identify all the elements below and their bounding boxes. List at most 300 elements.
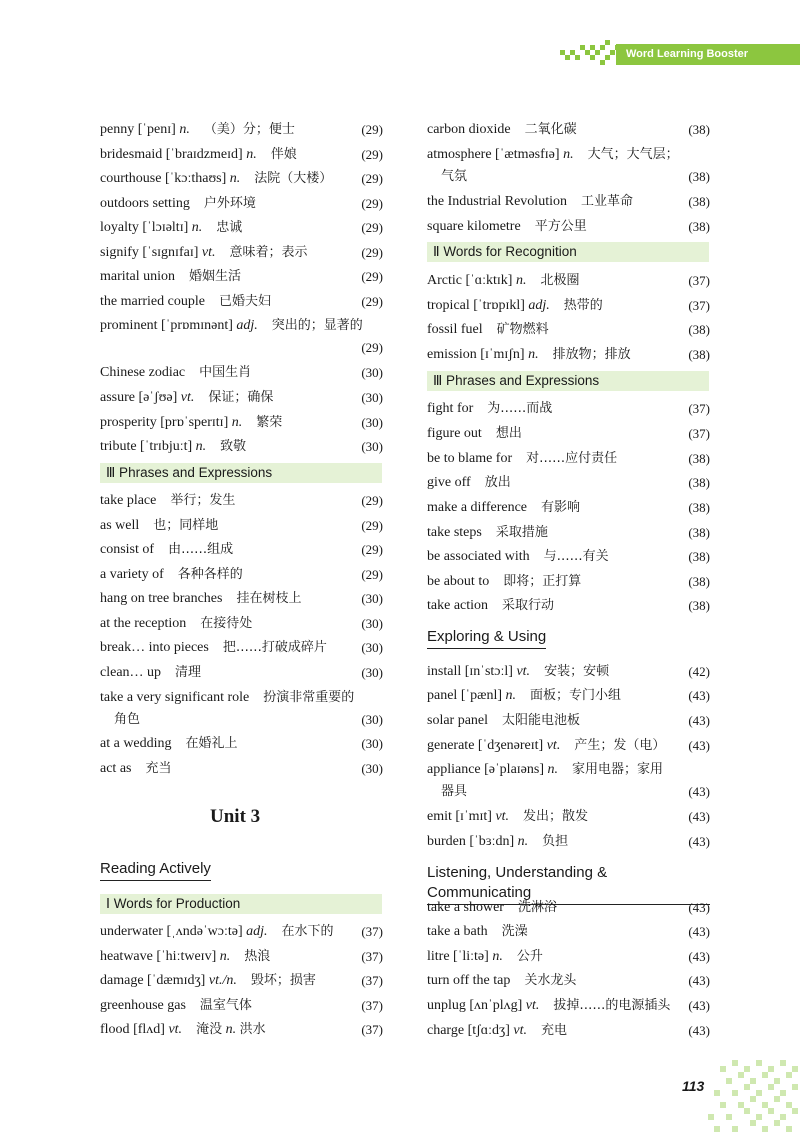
entry-pos: vt. [495, 809, 510, 824]
entry-text [427, 594, 554, 618]
entry-meaning: 法院（大楼） [254, 171, 333, 186]
entry-text [427, 215, 587, 239]
entry-pos: n. [229, 171, 241, 186]
entry-text [100, 290, 271, 314]
entry-page: (43) [688, 998, 710, 1013]
entry-phonetic: [ˈprɒmɪnənt] [161, 318, 233, 333]
entry-text [427, 920, 528, 944]
entry-page: (29) [361, 196, 383, 211]
entry-word: take steps [427, 525, 482, 540]
entry-word: bridesmaid [100, 147, 163, 162]
entry-page: (29) [361, 171, 383, 186]
entry-page: (30) [361, 390, 383, 405]
entry-word: figure out [427, 426, 482, 441]
entry-word: damage [100, 973, 144, 988]
entry-meaning: 洪水 [239, 1022, 266, 1037]
entry-text [100, 969, 316, 993]
entry-text [100, 435, 246, 459]
entry-meaning: 充电 [540, 1023, 567, 1038]
entry-pos: n. [505, 688, 517, 703]
entry-text [427, 343, 631, 367]
entry-phonetic: [ɪˈmɪʃn] [480, 347, 525, 362]
entry-pos: n. [547, 762, 558, 777]
entry-page: (29) [361, 567, 383, 582]
entry-phonetic: [ˈbraɪdzmeɪd] [165, 147, 243, 162]
header-banner: Word Learning Booster [616, 44, 800, 65]
entry-meaning: 想出 [495, 426, 522, 441]
entry-meaning: 对……应付责任 [526, 451, 618, 466]
entry-meaning: 热浪 [244, 949, 271, 964]
entry-text [100, 241, 308, 265]
entry-text [100, 757, 172, 781]
entry-meaning: 发出；散发 [523, 809, 589, 824]
entry-word: emission [427, 347, 477, 362]
entry-word: heatwave [100, 949, 153, 964]
entry-meaning: 洗澡 [501, 924, 528, 939]
entry-word: take action [427, 598, 489, 613]
section-heading: Listening, Understanding & Communicating [427, 863, 710, 905]
entry-pos: vt. [516, 664, 531, 679]
entry-text [100, 314, 363, 338]
entry-text [100, 1018, 266, 1042]
entry-pos: vt./n. [208, 973, 237, 988]
entry-text [427, 422, 522, 446]
entry-page: (29) [361, 122, 383, 137]
entry-text [427, 1019, 567, 1043]
entry-word: tribute [100, 439, 137, 454]
entry-meaning: 即将；正打算 [503, 574, 582, 589]
entry-page: (38) [688, 122, 710, 137]
entry-page: (29) [361, 269, 383, 284]
entry-meaning: 意味着；表示 [229, 245, 308, 260]
entry-meaning: 繁荣 [256, 415, 283, 430]
entry-meaning: 中国生肖 [199, 365, 252, 380]
entry-word: square kilometre [427, 219, 521, 234]
entry-meaning: 毁坏；损害 [250, 973, 316, 988]
entry-meaning: 已婚夫妇 [218, 294, 271, 309]
entry-pos: n. [246, 147, 257, 162]
entry-meaning: 有影响 [541, 500, 581, 515]
entry-meaning: 公升 [516, 949, 543, 964]
entry-word: take a shower [427, 900, 504, 915]
entry-meaning: 家用电器；家用 [572, 762, 664, 777]
entry-pos: n. [515, 273, 527, 288]
entry-text [427, 660, 609, 684]
entry-meaning: 平方公里 [534, 219, 587, 234]
entry-text [427, 545, 609, 569]
entry-page: (37) [688, 273, 710, 288]
entry-word: unplug [427, 998, 466, 1013]
entry-word: act as [100, 761, 132, 776]
entry-phonetic: [ˈɑːktɪk] [465, 273, 513, 288]
entry-word: signify [100, 245, 139, 260]
entry-page: (30) [361, 640, 383, 655]
entry-text [427, 496, 580, 520]
entry-page: (30) [361, 415, 383, 430]
entry-page: (37) [361, 998, 383, 1013]
entry-page: (43) [688, 1023, 710, 1038]
section-heading: Exploring & Using [427, 627, 546, 649]
entry-word: at the reception [100, 616, 187, 631]
entry-word: emit [427, 809, 452, 824]
entry-meaning: 负担 [542, 834, 569, 849]
entry-text [427, 143, 679, 167]
entry-pos: adj. [246, 924, 268, 939]
entry-word: hang on tree branches [100, 591, 223, 606]
entry-phonetic: [ˈhiːtweɪv] [156, 949, 217, 964]
entry-pos: vt. [525, 998, 540, 1013]
entry-meaning: 由……组成 [168, 542, 234, 557]
entry-page: (29) [361, 518, 383, 533]
entry-word: flood [100, 1022, 130, 1037]
entry-word: appliance [427, 762, 481, 777]
entry-text [100, 636, 327, 660]
entry-word: at a wedding [100, 736, 172, 751]
entry-text [427, 447, 617, 471]
entry-page: (29) [361, 245, 383, 260]
entry-word: turn off the tap [427, 973, 511, 988]
entry-meaning: 大气；大气层； [587, 147, 679, 162]
entry-page: (38) [688, 194, 710, 209]
entry-phonetic: [ˈætməsfɪə] [495, 147, 560, 162]
entry-text [427, 118, 577, 142]
entry-page: (37) [361, 949, 383, 964]
entry-word: make a difference [427, 500, 528, 515]
entry-page: (29) [361, 147, 383, 162]
entry-meaning: 与……有关 [543, 549, 609, 564]
entry-word: atmosphere [427, 147, 492, 162]
entry-phonetic: [ˈpenɪ] [137, 122, 176, 137]
entry-text [100, 920, 334, 944]
entry-meaning: 挂在树枝上 [236, 591, 302, 606]
entry-text [100, 563, 243, 587]
entry-page: (37) [361, 973, 383, 988]
entry-word: as well [100, 518, 140, 533]
entry-word: clean… up [100, 665, 162, 680]
entry-text [427, 471, 511, 495]
entry-text [100, 661, 201, 685]
entry-word: litre [427, 949, 450, 964]
entry-pos: n. [191, 220, 203, 235]
entry-text [100, 192, 256, 216]
entry-page: (30) [361, 616, 383, 631]
entry-page: (37) [688, 426, 710, 441]
entry-page: (38) [688, 549, 710, 564]
entry-page: (30) [361, 665, 383, 680]
entry-meaning: 产生；发（电） [574, 738, 666, 753]
entry-word: marital union [100, 269, 176, 284]
entry-page: (30) [361, 712, 383, 727]
entry-pos: n. [517, 834, 529, 849]
entry-word: Chinese zodiac [100, 365, 186, 380]
entry-word: prosperity [100, 415, 157, 430]
entry-word: penny [100, 122, 135, 137]
entry-phonetic: [ɪˈmɪt] [455, 809, 492, 824]
entry-meaning: 婚姻生活 [189, 269, 242, 284]
entry-meaning: 伴娘 [270, 147, 297, 162]
entry-meaning: 在水下的 [281, 924, 334, 939]
entry-word: underwater [100, 924, 163, 939]
entry-page: (43) [688, 834, 710, 849]
section-band: Ⅲ Phrases and Expressions [100, 463, 382, 483]
entry-word: be to blame for [427, 451, 513, 466]
entry-word: carbon dioxide [427, 122, 511, 137]
entry-text [100, 686, 354, 710]
entry-phonetic: [prɒˈsperɪtɪ] [160, 415, 229, 430]
entry-meaning: 户外环境 [203, 196, 256, 211]
entry-page: (38) [688, 525, 710, 540]
entry-text [427, 570, 581, 594]
entry-meaning: 矿物燃料 [496, 322, 549, 337]
entry-page: (37) [688, 298, 710, 313]
entry-word: Arctic [427, 273, 462, 288]
entry-phonetic: [tʃɑːdʒ] [467, 1023, 510, 1038]
entry-pos: n. [225, 1022, 237, 1037]
entry-page: (38) [688, 322, 710, 337]
entry-meaning: 面板；专门小组 [530, 688, 622, 703]
entry-text [427, 397, 552, 421]
entry-word: tropical [427, 298, 470, 313]
entry-word: prominent [100, 318, 158, 333]
entry-meaning: 扮演非常重要的 [263, 690, 355, 705]
entry-word: panel [427, 688, 458, 703]
entry-text [427, 945, 543, 969]
entry-text [100, 411, 282, 435]
entry-page: (29) [361, 542, 383, 557]
entry-page: (29) [361, 493, 383, 508]
section-band: Ⅲ Phrases and Expressions [427, 371, 709, 391]
entry-phonetic: [ˈtrɒpɪkl] [473, 298, 525, 313]
entry-text [100, 732, 238, 756]
entry-meaning: 保证；确保 [208, 390, 274, 405]
entry-meaning: 温室气体 [199, 998, 252, 1013]
entry-meaning: 也；同样地 [153, 518, 219, 533]
entry-page: (43) [688, 809, 710, 824]
entry-phonetic: [ʌnˈplʌg] [469, 998, 523, 1013]
entry-page: (29) [361, 294, 383, 309]
entry-word: loyalty [100, 220, 139, 235]
entry-word: outdoors setting [100, 196, 190, 211]
entry-text [100, 994, 252, 1018]
entry-text [427, 896, 557, 920]
entry-page: (30) [361, 761, 383, 776]
entry-page: (43) [688, 900, 710, 915]
entry-page: (38) [688, 500, 710, 515]
entry-meaning: 为……而战 [487, 401, 553, 416]
entry-word: burden [427, 834, 466, 849]
entry-page: (38) [688, 475, 710, 490]
entry-phonetic: [flʌd] [133, 1022, 165, 1037]
entry-text [427, 684, 621, 708]
entry-word: generate [427, 738, 475, 753]
entry-word: a variety of [100, 567, 164, 582]
entry-meaning: 二氧化碳 [524, 122, 577, 137]
entry-text [427, 318, 549, 342]
entry-pos: n. [219, 949, 231, 964]
entry-text [427, 758, 663, 782]
entry-page: (37) [688, 401, 710, 416]
entry-meaning: 致敬 [220, 439, 247, 454]
entry-meaning: 工业革命 [580, 194, 633, 209]
entry-phonetic: [ˈdʒenəreɪt] [477, 738, 544, 753]
entry-word: install [427, 664, 462, 679]
entry-meaning: 安装；安顿 [544, 664, 610, 679]
entry-page: (43) [688, 784, 710, 799]
section-band: Ⅱ Words for Recognition [427, 242, 709, 262]
entry-page: (30) [361, 439, 383, 454]
entry-pos: adj. [528, 298, 550, 313]
section-heading: Reading Actively [100, 859, 211, 881]
entry-text [100, 587, 301, 611]
entry-page: (43) [688, 738, 710, 753]
entry-page: (42) [688, 664, 710, 679]
entry-meaning: 采取行动 [502, 598, 555, 613]
entry-word: break… into pieces [100, 640, 209, 655]
entry-text [100, 489, 235, 513]
entry-text [100, 118, 295, 142]
entry-page: (38) [688, 574, 710, 589]
entry-pos: n. [528, 347, 539, 362]
entry-word: fossil fuel [427, 322, 483, 337]
entry-page: (29) [361, 340, 383, 355]
entry-pos: n. [563, 147, 574, 162]
entry-word: greenhouse gas [100, 998, 186, 1013]
entry-meaning: 把……打破成碎片 [222, 640, 327, 655]
entry-pos: n. [231, 415, 243, 430]
entry-text [100, 945, 270, 969]
entry-meaning: 洗淋浴 [517, 900, 557, 915]
entry-pos: vt. [180, 390, 195, 405]
unit-title: Unit 3 [210, 806, 261, 827]
entry-meaning: 北极圈 [540, 273, 580, 288]
entry-meaning: 在接待处 [200, 616, 253, 631]
entry-phonetic: [əˈʃʊə] [138, 390, 178, 405]
entry-phonetic: [əˈplaɪəns] [484, 762, 544, 777]
section-band: Ⅰ Words for Production [100, 894, 382, 914]
entry-word: assure [100, 390, 135, 405]
entry-pos: n. [179, 122, 190, 137]
entry-text [100, 386, 273, 410]
entry-page: (37) [361, 1022, 383, 1037]
entry-meaning: 关水龙头 [524, 973, 577, 988]
entry-meaning-continued: 气氛 [441, 169, 468, 184]
entry-page: (43) [688, 713, 710, 728]
entry-pos: vt. [168, 1022, 183, 1037]
entry-meaning: 热带的 [563, 298, 603, 313]
entry-pos: vt. [201, 245, 216, 260]
entry-meaning: 在婚礼上 [185, 736, 238, 751]
entry-text [427, 190, 633, 214]
entry-meaning: 各种各样的 [177, 567, 243, 582]
entry-meaning: 淹没 [196, 1022, 223, 1037]
entry-page: (38) [688, 169, 710, 184]
entry-meaning: 忠诚 [216, 220, 243, 235]
entry-meaning: 采取措施 [495, 525, 548, 540]
entry-page: (43) [688, 973, 710, 988]
entry-text [427, 969, 576, 993]
entry-page: (30) [361, 736, 383, 751]
entry-meaning: 突出的；显著的 [271, 318, 363, 333]
entry-phonetic: [ˈbɜːdn] [469, 834, 515, 849]
entry-meaning: 拔掉……的电源插头 [553, 998, 671, 1013]
entry-meaning: 排放物；排放 [552, 347, 631, 362]
entry-word: charge [427, 1023, 465, 1038]
entry-meaning-continued: 角色 [114, 712, 141, 727]
entry-text [100, 143, 297, 167]
entry-meaning: 清理 [175, 665, 202, 680]
entry-text [427, 521, 548, 545]
entry-text [427, 830, 568, 854]
entry-word: take place [100, 493, 157, 508]
entry-page: (43) [688, 688, 710, 703]
entry-text [100, 265, 241, 289]
entry-meaning: 充当 [145, 761, 172, 776]
entry-page: (38) [688, 451, 710, 466]
entry-text [427, 734, 665, 758]
entry-pos: vt. [546, 738, 561, 753]
entry-phonetic: [ˈtrɪbjuːt] [140, 439, 193, 454]
entry-page: (30) [361, 365, 383, 380]
checker-pattern-decoration [700, 1056, 800, 1138]
entry-phonetic: [ˈdæmɪdʒ] [147, 973, 206, 988]
entry-word: courthouse [100, 171, 162, 186]
entry-word: the married couple [100, 294, 205, 309]
entry-text [427, 269, 579, 293]
page-number: 113 [682, 1078, 705, 1094]
entry-page: (37) [361, 924, 383, 939]
entry-phonetic: [ˌʌndəˈwɔːtə] [166, 924, 243, 939]
entry-text [100, 612, 252, 636]
entry-text [100, 361, 251, 385]
entry-page: (38) [688, 347, 710, 362]
entry-meaning: 太阳能电池板 [502, 713, 581, 728]
entry-page: (38) [688, 598, 710, 613]
entry-text [427, 709, 580, 733]
entry-pos: adj. [236, 318, 258, 333]
entry-phonetic: [ˈlɔɪəltɪ] [142, 220, 189, 235]
entry-word: solar panel [427, 713, 489, 728]
entry-text [100, 538, 233, 562]
entry-text [427, 805, 588, 829]
entry-text [100, 514, 218, 538]
entry-page: (38) [688, 219, 710, 234]
entry-text [427, 294, 603, 318]
entry-page: (43) [688, 924, 710, 939]
entry-meaning: 放出 [484, 475, 511, 490]
entry-phonetic: [ˈliːtə] [453, 949, 489, 964]
entry-pos: n. [195, 439, 207, 454]
entry-pos: n. [492, 949, 503, 964]
entry-pos: vt. [513, 1023, 527, 1038]
entry-text [427, 994, 670, 1018]
entry-phonetic: [ɪnˈstɔːl] [464, 664, 513, 679]
entry-meaning-continued: 器具 [441, 784, 468, 799]
entry-word: take a very significant role [100, 690, 250, 705]
entry-page: (43) [688, 949, 710, 964]
entry-page: (29) [361, 220, 383, 235]
entry-text [100, 167, 332, 191]
entry-word: take a bath [427, 924, 488, 939]
entry-phonetic: [ˈsɪgnɪfaɪ] [142, 245, 199, 260]
entry-phonetic: [ˈpænl] [460, 688, 503, 703]
entry-word: fight for [427, 401, 474, 416]
entry-word: give off [427, 475, 471, 490]
entry-meaning: （美）分；便士 [203, 122, 295, 137]
entry-word: consist of [100, 542, 155, 557]
entry-meaning: 举行；发生 [170, 493, 236, 508]
entry-word: be associated with [427, 549, 530, 564]
entry-phonetic: [ˈkɔːthaʊs] [164, 171, 227, 186]
